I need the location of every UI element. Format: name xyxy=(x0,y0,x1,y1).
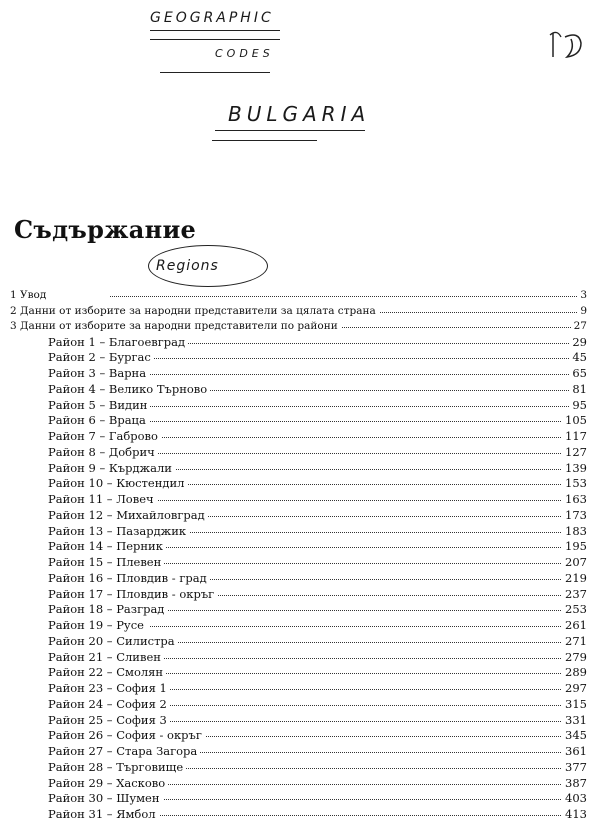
toc-entry-page-number: 271 xyxy=(562,634,587,649)
toc-entry[interactable] xyxy=(0,587,600,603)
toc-dot-leader xyxy=(150,547,587,548)
toc-dot-leader xyxy=(150,500,587,501)
toc-dot-leader xyxy=(150,610,587,611)
toc-entry[interactable] xyxy=(0,760,600,776)
toc-entry-page-number: 45 xyxy=(569,350,587,365)
toc-entry[interactable] xyxy=(0,618,600,634)
toc-entry-page-number: 377 xyxy=(562,760,587,775)
toc-entry[interactable] xyxy=(0,728,600,744)
toc-entry-label: Район 12 – Михайловград xyxy=(48,508,208,523)
toc-entry-label: Район 11 – Ловеч xyxy=(48,492,157,507)
toc-entry-page-number: 163 xyxy=(562,492,587,507)
toc-entry-page-number: 29 xyxy=(569,335,587,350)
toc-entry-label: Район 14 – Перник xyxy=(48,539,166,554)
toc-entry-page-number: 253 xyxy=(562,602,587,617)
toc-entry-page-number: 387 xyxy=(562,776,587,791)
toc-entry-label: Район 9 – Кърджали xyxy=(48,461,175,476)
toc-dot-leader xyxy=(150,752,587,753)
toc-entry-page-number: 345 xyxy=(562,728,587,743)
toc-entry-page-number: 195 xyxy=(562,539,587,554)
toc-dot-leader xyxy=(150,343,587,344)
toc-entry-page-number: 207 xyxy=(562,555,587,570)
toc-entry[interactable] xyxy=(0,366,600,382)
toc-entry[interactable] xyxy=(0,665,600,681)
toc-entry[interactable] xyxy=(0,744,600,760)
toc-entry[interactable] xyxy=(0,602,600,618)
toc-entry-label: Район 10 – Кюстендил xyxy=(48,476,187,491)
toc-entry-page-number: 117 xyxy=(562,429,587,444)
toc-entry[interactable] xyxy=(0,492,600,508)
toc-entry[interactable] xyxy=(0,539,600,555)
toc-dot-leader xyxy=(150,469,587,470)
toc-dot-leader xyxy=(150,799,587,800)
toc-entry[interactable] xyxy=(0,429,600,445)
toc-entry-label: Район 25 – София 3 xyxy=(48,713,170,728)
toc-entry[interactable] xyxy=(0,697,600,713)
toc-entry-page-number: 331 xyxy=(562,713,587,728)
toc-dot-leader xyxy=(150,768,587,769)
toc-entry-label: Район 13 – Пазарджик xyxy=(48,524,189,539)
toc-entry[interactable] xyxy=(0,413,600,429)
toc-dot-leader xyxy=(150,453,587,454)
toc-dot-leader xyxy=(150,721,587,722)
toc-entry-page-number: 183 xyxy=(562,524,587,539)
toc-entry-label: Район 1 – Благоевград xyxy=(48,335,188,350)
toc-dot-leader xyxy=(150,563,587,564)
toc-dot-leader xyxy=(150,626,587,627)
toc-dot-leader xyxy=(150,736,587,737)
handwritten-underline xyxy=(150,30,280,40)
handwritten-geographic-label: GEOGRAPHIC xyxy=(150,10,274,26)
toc-entry-page-number: 173 xyxy=(562,508,587,523)
toc-entry-page-number: 153 xyxy=(562,476,587,491)
handwritten-underline xyxy=(212,140,317,141)
toc-dot-leader xyxy=(150,689,587,690)
toc-entry-page-number: 95 xyxy=(569,398,587,413)
toc-dot-leader xyxy=(150,406,587,407)
toc-entry[interactable] xyxy=(0,304,600,320)
toc-entry-page-number: 361 xyxy=(562,744,587,759)
toc-entry[interactable] xyxy=(0,571,600,587)
toc-entry-page-number: 65 xyxy=(569,366,587,381)
toc-dot-leader xyxy=(150,516,587,517)
toc-entry[interactable] xyxy=(0,634,600,650)
toc-entry-label: Район 7 – Габрово xyxy=(48,429,161,444)
toc-entry[interactable] xyxy=(0,791,600,807)
toc-entry-label: Район 15 – Плевен xyxy=(48,555,164,570)
toc-entry-label: Район 4 – Велико Търново xyxy=(48,382,210,397)
toc-entry-page-number: 9 xyxy=(577,304,587,319)
toc-entry[interactable] xyxy=(0,508,600,524)
toc-entry-page-number: 261 xyxy=(562,618,587,633)
toc-entry-label: Район 27 – Стара Загора xyxy=(48,744,200,759)
toc-entry-label: Район 5 – Видин xyxy=(48,398,150,413)
toc-dot-leader xyxy=(150,390,587,391)
toc-entry[interactable] xyxy=(0,319,600,335)
toc-entry-page-number: 289 xyxy=(562,665,587,680)
toc-entry-label: Район 28 – Търговище xyxy=(48,760,186,775)
toc-entry-label: Район 17 – Пловдив - окръг xyxy=(48,587,217,602)
toc-entry-label: Район 8 – Добрич xyxy=(48,445,158,460)
toc-entry-page-number: 315 xyxy=(562,697,587,712)
toc-entry-label: Район 22 – Смолян xyxy=(48,665,166,680)
toc-entry-label: Район 19 – Русе xyxy=(48,618,147,633)
toc-dot-leader xyxy=(150,358,587,359)
handwritten-scribble-icon xyxy=(545,25,590,65)
toc-entry-label: Район 21 – Сливен xyxy=(48,650,164,665)
handwritten-underline xyxy=(215,130,365,131)
toc-entry-page-number: 27 xyxy=(571,319,587,334)
toc-entry[interactable] xyxy=(0,350,600,366)
toc-entry[interactable] xyxy=(0,650,600,666)
toc-entry-label: 1 Увод xyxy=(10,288,49,303)
toc-entry-label: Район 6 – Враца xyxy=(48,413,149,428)
handwritten-underline xyxy=(160,72,270,73)
toc-entry-page-number: 105 xyxy=(562,413,587,428)
toc-entry[interactable] xyxy=(0,398,600,414)
toc-dot-leader xyxy=(150,815,587,816)
toc-entry[interactable] xyxy=(0,555,600,571)
toc-entry-page-number: 279 xyxy=(562,650,587,665)
toc-entry[interactable] xyxy=(0,335,600,351)
toc-entry[interactable] xyxy=(0,713,600,729)
toc-entry-label: Район 31 – Ямбол xyxy=(48,807,159,822)
handwritten-codes-label: CODES xyxy=(215,47,274,60)
toc-dot-leader xyxy=(150,673,587,674)
toc-dot-leader xyxy=(150,484,587,485)
toc-entry[interactable] xyxy=(0,288,600,304)
toc-dot-leader xyxy=(150,579,587,580)
toc-dot-leader xyxy=(150,532,587,533)
toc-entry-page-number: 297 xyxy=(562,681,587,696)
table-of-contents xyxy=(0,288,600,823)
toc-entry-label: Район 29 – Хасково xyxy=(48,776,168,791)
toc-entry[interactable] xyxy=(0,461,600,477)
toc-entry-page-number: 413 xyxy=(562,807,587,822)
page-title: Съдържание xyxy=(14,215,197,244)
toc-entry[interactable] xyxy=(0,807,600,823)
toc-entry[interactable] xyxy=(0,382,600,398)
toc-entry-label: Район 18 – Разград xyxy=(48,602,167,617)
toc-entry-label: Район 24 – София 2 xyxy=(48,697,170,712)
toc-entry-label: 2 Данни от изборите за народни представители за цялата страна xyxy=(10,304,379,319)
toc-entry[interactable] xyxy=(0,681,600,697)
toc-entry-label: Район 16 – Пловдив - град xyxy=(48,571,210,586)
toc-entry-page-number: 81 xyxy=(569,382,587,397)
toc-dot-leader xyxy=(150,437,587,438)
toc-entry-label: Район 30 – Шумен xyxy=(48,791,163,806)
toc-entry-label: Район 26 – София - окръг xyxy=(48,728,205,743)
toc-entry[interactable] xyxy=(0,776,600,792)
toc-entry-page-number: 219 xyxy=(562,571,587,586)
toc-entry-label: Район 3 – Варна xyxy=(48,366,149,381)
handwritten-regions-label: Regions xyxy=(156,258,219,274)
toc-entry-page-number: 237 xyxy=(562,587,587,602)
handwritten-country-label: BULGARIA xyxy=(228,102,371,126)
toc-dot-leader xyxy=(150,658,587,659)
toc-entry-label: 3 Данни от изборите за народни представители по райони xyxy=(10,319,341,334)
toc-entry-label: Район 20 – Силистра xyxy=(48,634,178,649)
toc-entry-page-number: 403 xyxy=(562,791,587,806)
toc-entry-page-number: 127 xyxy=(562,445,587,460)
toc-dot-leader xyxy=(150,374,587,375)
toc-entry-label: Район 2 – Бургас xyxy=(48,350,154,365)
toc-dot-leader xyxy=(150,642,587,643)
toc-entry[interactable] xyxy=(0,445,600,461)
toc-dot-leader xyxy=(110,296,587,297)
toc-entry[interactable] xyxy=(0,524,600,540)
toc-entry-page-number: 3 xyxy=(577,288,587,303)
toc-entry-label: Район 23 – София 1 xyxy=(48,681,170,696)
toc-dot-leader xyxy=(150,705,587,706)
toc-entry-page-number: 139 xyxy=(562,461,587,476)
toc-dot-leader xyxy=(150,421,587,422)
toc-dot-leader xyxy=(150,784,587,785)
toc-entry[interactable] xyxy=(0,476,600,492)
